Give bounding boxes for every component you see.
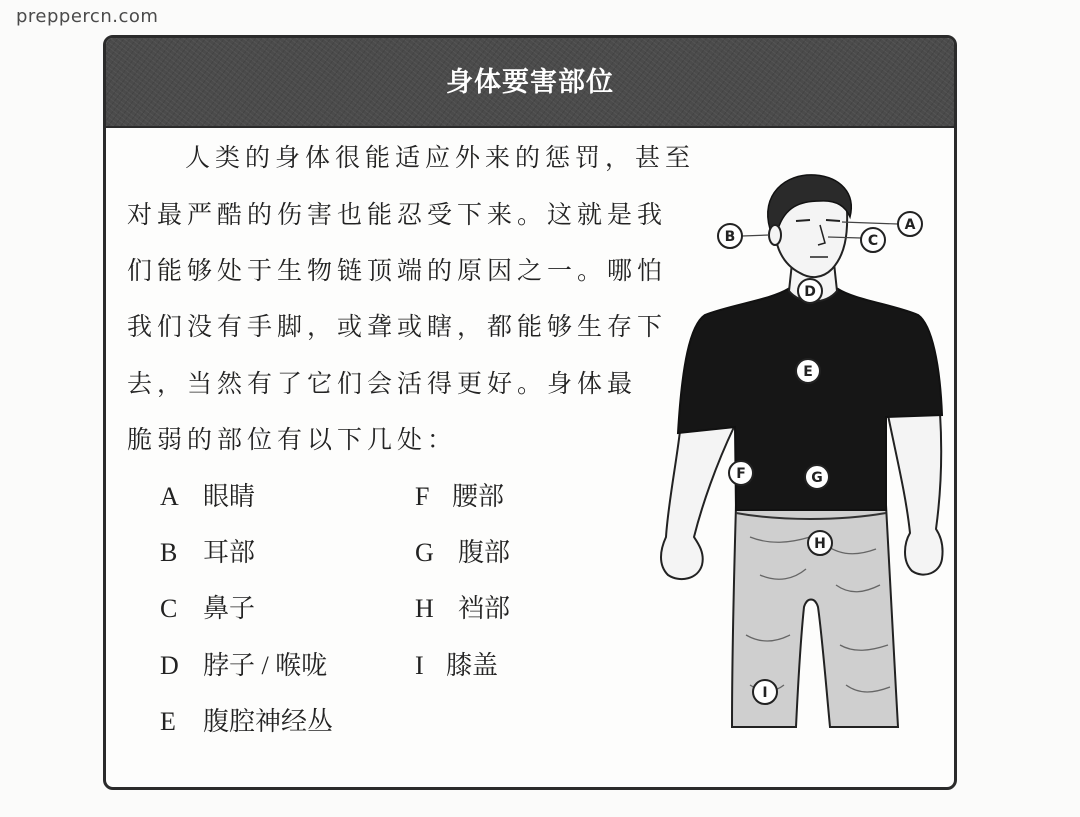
marker-h-label: H [814,536,826,552]
marker-b-label: B [724,229,736,245]
paragraph-line: 脆弱的部位有以下几处： [127,425,458,454]
list-item-letter: E [160,707,176,736]
marker-i-label: I [762,685,768,701]
list-item-text: 腹腔神经丛 [203,707,334,736]
list-item-text: 腰部 [452,482,505,511]
paragraph-line: 们能够处于生物链顶端的原因之一。哪怕 [127,256,668,285]
list-item-letter: A [160,482,179,511]
marker-a-label: A [904,217,916,233]
watermark: preppercn.com [16,6,159,27]
marker-b [718,224,742,248]
marker-h [808,531,832,555]
figure-right-arm [888,413,943,575]
list-item-text: 膝盖 [446,651,499,680]
paragraph-line: 我们没有手脚，或聋或瞎，都能够生存下 [127,312,668,341]
list-item-letter: B [160,538,178,567]
list-item-text: 裆部 [458,594,511,623]
marker-i [753,680,777,704]
marker-g [805,465,829,489]
marker-e-label: E [803,364,813,380]
figure-ear [769,225,781,245]
body-illustration [650,165,950,735]
box-header [106,38,954,128]
list-item-text: 腹部 [458,538,511,567]
marker-b-leader [742,235,769,236]
marker-a-leader [842,222,898,224]
marker-a [898,212,922,236]
marker-d [798,279,822,303]
list-item-text: 鼻子 [203,594,256,623]
list-item-letter: F [415,482,430,511]
list-item-letter: H [415,594,434,623]
marker-c [861,228,885,252]
paragraph-line: 人类的身体很能适应外来的惩罚，甚至 [185,143,696,172]
marker-g-label: G [811,470,823,486]
figure-left-arm [661,427,734,579]
marker-f [729,461,753,485]
list-item-letter: C [160,594,178,623]
marker-d-label: D [804,284,816,300]
list-item-text: 脖子 / 喉咙 [203,651,328,680]
list-item-letter: G [415,538,434,567]
marker-c-label: C [867,233,879,249]
list-item-letter: D [160,651,179,680]
box-title: 身体要害部位 [446,66,614,98]
list-item-text: 耳部 [203,538,256,567]
paragraph-line: 对最严酷的伤害也能忍受下来。这就是我 [127,200,668,229]
marker-f-label: F [736,466,746,482]
list-item-letter: I [415,651,424,680]
paragraph-line: 去，当然有了它们会活得更好。身体最 [127,369,638,398]
list-item-text: 眼睛 [203,482,256,511]
marker-e [796,359,820,383]
